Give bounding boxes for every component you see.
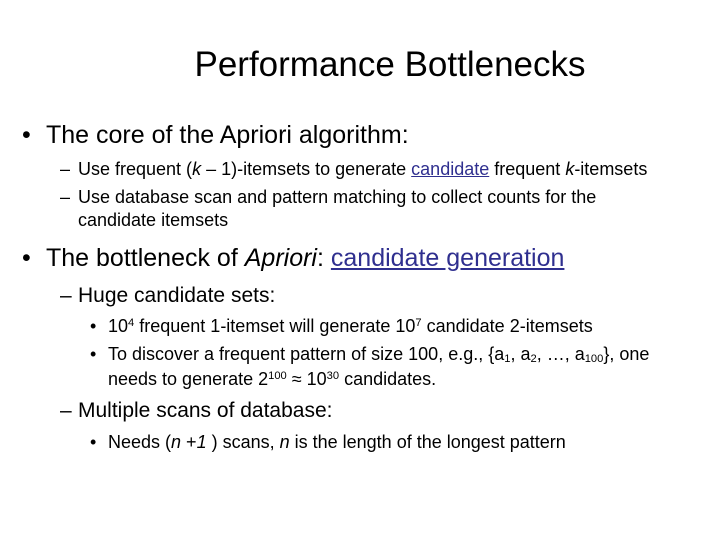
bullet-marker: • [22,244,31,272]
text: The bottleneck of [46,244,245,272]
slide-title: Performance Bottlenecks [194,45,586,84]
text: + [181,432,197,452]
subbullet-use-frequent [78,158,647,180]
candidate-generation-link[interactable]: candidate generation [330,244,565,272]
subbullet-huge-candidate-sets: Huge candidate sets: [78,284,276,307]
italic-n: n [171,432,182,452]
subbullet-multiple-scans: Multiple scans of database: [78,399,333,422]
exponent: 100 [268,369,287,382]
subsubbullet-pattern-size-line1 [108,343,649,365]
subscript: 1 [504,353,511,366]
exponent: 30 [326,369,340,382]
text: frequent [489,159,566,179]
dash-marker: – [60,159,71,179]
italic-one: 1 [196,432,207,452]
text: – 1)-itemsets to generate [201,159,412,179]
bullet-apriori-core: The core of the Apriori algorithm: [46,121,409,149]
text: , a [510,344,531,364]
text: frequent 1-itemset will generate 10 [134,316,416,336]
text: ) scans, [206,432,280,452]
text: Needs ( [108,432,172,452]
text: Use frequent ( [78,159,193,179]
subsubbullet-pattern-size-line2 [108,368,436,390]
candidate-link[interactable]: candidate [411,159,490,179]
italic-k: k [565,159,575,179]
italic-k: k [192,159,202,179]
text: 10 [108,316,129,336]
text: -itemsets [574,159,648,179]
dash-marker: – [60,187,71,207]
bullet-bottleneck [46,243,564,273]
text: is the length of the longest pattern [289,432,566,452]
text: : [316,244,331,272]
subbullet-database-scan-line1: Use database scan and pattern matching to collect counts for the [78,187,597,207]
bullet-marker: • [90,344,97,364]
exponent: 7 [415,316,422,329]
dash-marker: – [60,284,72,307]
subbullet-database-scan-line2: candidate itemsets [78,210,229,230]
italic-apriori: Apriori [244,244,317,272]
subscript: 100 [584,353,604,366]
text: candidate 2-itemsets [421,316,593,336]
dash-marker: – [60,399,72,422]
subsubbullet-needs-scans [108,431,566,453]
bullet-marker: • [90,316,97,336]
bullet-marker: • [90,432,97,452]
subscript: 2 [530,353,537,366]
text: To discover a frequent pattern of size 100, e.g., {a [108,344,505,364]
subsubbullet-itemset-counts [108,315,593,337]
text: , …, a [536,344,585,364]
text: candidates. [339,369,437,389]
italic-n: n [279,432,290,452]
text: }, one [603,344,650,364]
text: ≈ 10 [286,369,327,389]
exponent: 4 [128,316,135,329]
bullet-marker: • [22,121,31,149]
text: needs to generate 2 [108,369,269,389]
